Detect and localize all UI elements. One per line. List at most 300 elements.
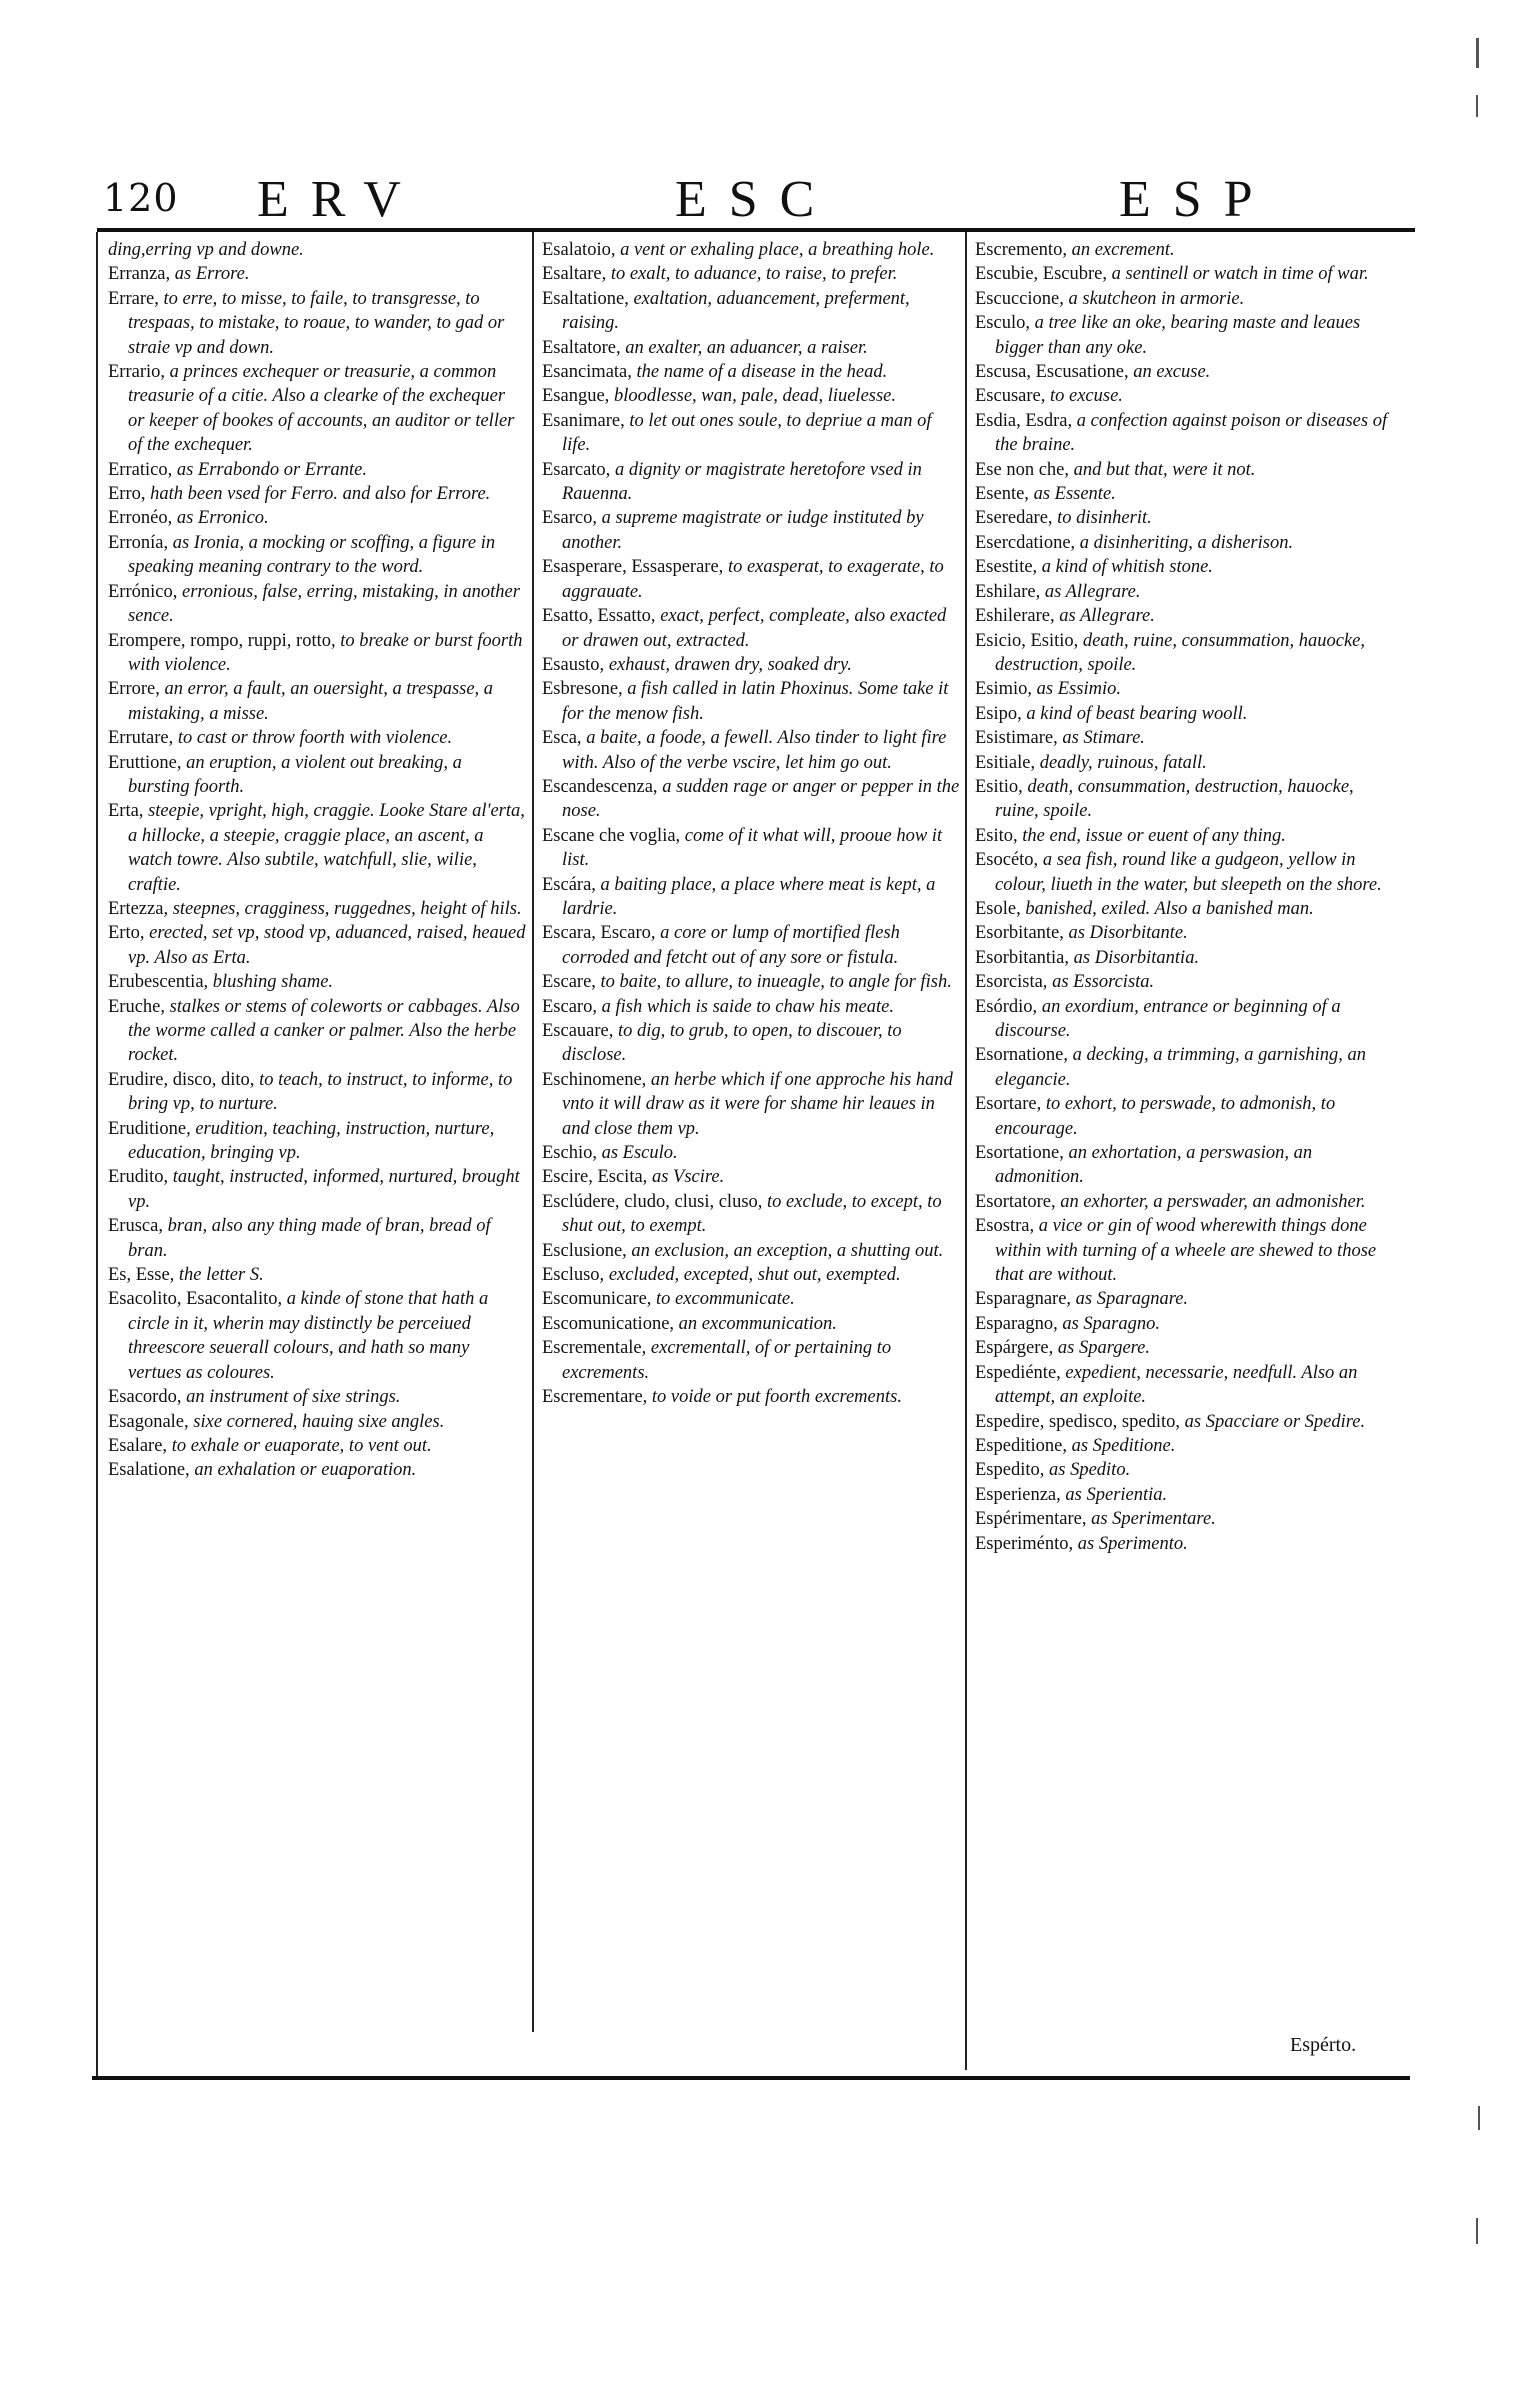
- entry-headword: Esortare,: [975, 1094, 1046, 1115]
- dictionary-entry: [975, 1287, 1400, 1311]
- dictionary-entry: [542, 604, 960, 653]
- entry-headword: Erronía,: [108, 532, 173, 553]
- dictionary-entry: [975, 604, 1400, 628]
- dictionary-entry: [542, 726, 960, 775]
- entry-headword: Espedire, spedisco, spedito,: [975, 1411, 1185, 1432]
- entry-definition: to exalt, to aduance, to raise, to prefer.: [610, 264, 898, 285]
- entry-headword: Escauare,: [542, 1021, 619, 1041]
- scan-speck: [1476, 95, 1478, 117]
- dictionary-entry: [542, 1312, 960, 1336]
- dictionary-entry: [975, 262, 1400, 286]
- entry-definition: as Speditione.: [1071, 1435, 1176, 1456]
- entry-headword: Espeditione,: [975, 1435, 1072, 1456]
- entry-headword: Esercdatione,: [975, 532, 1080, 553]
- entry-definition: as Spedito.: [1049, 1460, 1131, 1481]
- entry-headword: Esalare,: [108, 1435, 172, 1456]
- entry-headword: Escrementale,: [542, 1338, 651, 1359]
- entry-headword: Errario,: [108, 362, 170, 383]
- dictionary-entry: [975, 458, 1400, 482]
- entry-definition: a princes exchequer or treasurie, a common treasurie of a citie. Also a clearke of the exchequer or keeper of bookes of accounts, an auditor or teller of the exchequer.: [128, 362, 515, 456]
- dictionary-entry: [975, 946, 1400, 970]
- entry-headword: Esdia, Esdra,: [975, 410, 1077, 431]
- footer-rule: [92, 2076, 1410, 2080]
- dictionary-entry: [108, 506, 526, 530]
- entry-definition: exhaust, drawen dry, soaked dry.: [608, 654, 852, 675]
- dictionary-entry: [108, 970, 526, 994]
- entry-definition: an exhortation, a perswasion, an admonition.: [995, 1143, 1313, 1188]
- entry-definition: a core or lump of mortified flesh corroded and fetcht out of any sore or fistula.: [562, 923, 900, 968]
- entry-definition: an excuse.: [1133, 362, 1211, 383]
- entry-headword: Esclúdere, cludo, clusi, cluso,: [542, 1191, 768, 1212]
- dictionary-entry: [975, 360, 1400, 384]
- entry-headword: Esparagno,: [975, 1313, 1063, 1334]
- dictionary-entry: [975, 1214, 1400, 1287]
- dictionary-entry: [108, 1434, 526, 1458]
- dictionary-entry: [975, 409, 1400, 458]
- entry-headword: Eshilerare,: [975, 606, 1060, 627]
- entry-definition: to excuse.: [1050, 386, 1123, 407]
- entry-headword: Eruttione,: [108, 752, 187, 773]
- entry-definition: exaltation, aduancement, preferment, raising.: [562, 288, 910, 334]
- entry-definition: expedient, necessarie, needfull. Also an attempt, an exploite.: [995, 1362, 1358, 1408]
- entry-headword: Esausto,: [542, 654, 609, 675]
- running-header: [97, 168, 1415, 230]
- entry-headword: Escára,: [542, 874, 601, 895]
- entry-definition: to cast or throw foorth with violence.: [177, 728, 453, 749]
- entry-definition: a confection against poison or diseases of the braine.: [995, 410, 1388, 456]
- entry-definition: as Spacciare or Spedire.: [1184, 1411, 1366, 1432]
- dictionary-entry: [108, 360, 526, 458]
- dictionary-entry: [108, 238, 526, 262]
- dictionary-entry: [108, 580, 526, 629]
- dictionary-entry: [975, 1043, 1400, 1092]
- entry-definition: the end, issue or euent of any thing.: [1022, 825, 1286, 846]
- entry-definition: a dignity or magistrate heretofore vsed in Rauenna.: [562, 459, 922, 505]
- dictionary-entry: [975, 580, 1400, 604]
- dictionary-entry: [108, 995, 526, 1068]
- center-guide-word: ESC: [675, 171, 837, 228]
- left-margin-rule: [96, 232, 98, 2076]
- entry-definition: as Essente.: [1033, 484, 1116, 505]
- dictionary-column-3: [975, 238, 1400, 1556]
- entry-headword: Espediénte,: [975, 1362, 1066, 1383]
- entry-definition: to exhort, to perswade, to admonish, to encourage.: [995, 1094, 1336, 1139]
- entry-definition: as Sperientia.: [1065, 1484, 1168, 1505]
- entry-headword: Erto,: [108, 923, 150, 944]
- entry-definition: death, ruine, consummation, hauocke, destruction, spoile.: [995, 630, 1365, 675]
- dictionary-entry: [975, 775, 1400, 824]
- entry-definition: to exhale or euaporate, to vent out.: [171, 1435, 432, 1456]
- dictionary-entry: [975, 1092, 1400, 1141]
- entry-headword: Esórdio,: [975, 996, 1042, 1017]
- entry-definition: erudition, teaching, instruction, nurture, education, bringing vp.: [128, 1118, 495, 1164]
- entry-headword: Esacolito, Esacontalito,: [108, 1289, 287, 1310]
- dictionary-entry: [542, 336, 960, 360]
- entry-definition: a fish which is saide to chaw his meate.: [601, 996, 894, 1017]
- dictionary-entry: [108, 629, 526, 678]
- entry-definition: as Erronico.: [176, 508, 269, 529]
- entry-headword: Escusare,: [975, 386, 1050, 407]
- entry-definition: as Allegrare.: [1059, 606, 1155, 627]
- dictionary-entry: [542, 995, 960, 1019]
- entry-headword: Esarco,: [542, 508, 602, 529]
- entry-headword: Escane che voglia,: [542, 825, 685, 846]
- entry-definition: an exhorter, a perswader, an admonisher.: [1060, 1191, 1366, 1212]
- entry-definition: a sentinell or watch in time of war.: [1111, 264, 1369, 285]
- entry-headword: Errónico,: [108, 581, 182, 602]
- entry-headword: Esistimare,: [975, 728, 1063, 749]
- entry-definition: a kinde of stone that hath a circle in it, wherin may distinctly be perceiued threescore seuerall colours, and hath so many vertues as coloures.: [128, 1289, 489, 1383]
- entry-headword: Esca,: [542, 728, 587, 749]
- entry-headword: Errare,: [108, 288, 164, 309]
- entry-headword: Esorcista,: [975, 972, 1053, 993]
- entry-definition: deadly, ruinous, fatall.: [1039, 752, 1207, 773]
- entry-definition: as Essimio.: [1036, 679, 1121, 700]
- entry-definition: an exhalation or euaporation.: [194, 1460, 417, 1481]
- entry-definition: bloodlesse, wan, pale, dead, liuelesse.: [613, 386, 897, 407]
- dictionary-column-2: [542, 238, 960, 1410]
- entry-definition: to dig, to grub, to open, to discouer, to disclose.: [562, 1021, 902, 1066]
- entry-definition: a baite, a foode, a fewell. Also tinder to light fire with. Also of the verbe vscire, let him go out.: [562, 728, 947, 773]
- entry-definition: an instrument of sixe strings.: [186, 1387, 401, 1408]
- entry-definition: to voide or put foorth excrements.: [651, 1387, 902, 1408]
- entry-headword: Erronéo,: [108, 508, 177, 529]
- entry-definition: the name of a disease in the head.: [636, 362, 888, 383]
- entry-headword: Esperiménto,: [975, 1533, 1078, 1554]
- entry-definition: an eruption, a violent out breaking, a bursting foorth.: [128, 752, 462, 797]
- dictionary-entry: [542, 238, 960, 262]
- entry-headword: Erratico,: [108, 459, 177, 480]
- entry-definition: to breake or burst foorth with violence.: [128, 630, 523, 675]
- dictionary-entry: [108, 1068, 526, 1117]
- dictionary-entry: [975, 921, 1400, 945]
- dictionary-entry: [975, 1190, 1400, 1214]
- entry-definition: a vent or exhaling place, a breathing hole.: [620, 240, 935, 260]
- dictionary-entry: [108, 1287, 526, 1385]
- entry-definition: to disinherit.: [1057, 508, 1152, 529]
- dictionary-entry: [108, 1263, 526, 1287]
- entry-headword: Eshilare,: [975, 581, 1045, 602]
- entry-headword: Erusca,: [108, 1216, 168, 1237]
- dictionary-entry: [975, 287, 1400, 311]
- entry-definition: steepie, vpright, high, craggie. Looke Stare al'erta, a hillocke, a steepie, craggie place, an ascent, a watch towre. Also subtile, watchfull, slie, wilie, craftie.: [128, 801, 525, 895]
- dictionary-entry: [975, 1336, 1400, 1360]
- entry-headword: Esatto, Essatto,: [542, 606, 661, 627]
- dictionary-entry: [542, 287, 960, 336]
- entry-definition: ding,erring vp and downe.: [108, 240, 304, 260]
- entry-headword: Esperienza,: [975, 1484, 1066, 1505]
- dictionary-entry: [108, 1214, 526, 1263]
- dictionary-entry: [542, 458, 960, 507]
- entry-headword: Escare,: [542, 972, 601, 993]
- entry-headword: Eruditione,: [108, 1118, 196, 1139]
- entry-headword: Escara, Escaro,: [542, 923, 661, 944]
- dictionary-entry: [975, 995, 1400, 1044]
- dictionary-entry: [975, 824, 1400, 848]
- entry-headword: Esaltatione,: [542, 288, 634, 309]
- dictionary-entry: [975, 1458, 1400, 1482]
- dictionary-entry: [108, 677, 526, 726]
- dictionary-entry: [542, 506, 960, 555]
- entry-headword: Esitio,: [975, 776, 1028, 797]
- dictionary-entry: [108, 1165, 526, 1214]
- entry-headword: Espárgere,: [975, 1338, 1058, 1359]
- entry-definition: an exclusion, an exception, a shutting out.: [631, 1240, 944, 1261]
- dictionary-entry: [108, 726, 526, 750]
- dictionary-entry: [975, 1483, 1400, 1507]
- entry-headword: Eschio,: [542, 1143, 602, 1164]
- entry-definition: come of it what will, prooue how it list.: [562, 825, 943, 871]
- entry-definition: a sea fish, round like a gudgeon, yellow in colour, liueth in the water, but sleepeth on the shore.: [995, 850, 1382, 895]
- entry-definition: as Sperimento.: [1077, 1533, 1188, 1554]
- entry-headword: Esarcato,: [542, 459, 615, 480]
- entry-definition: to exasperat, to exagerate, to aggrauate.: [562, 557, 944, 602]
- entry-definition: as Vscire.: [651, 1167, 725, 1188]
- entry-headword: Esacordo,: [108, 1387, 187, 1408]
- entry-headword: Esagonale,: [108, 1411, 194, 1432]
- entry-definition: an error, a fault, an ouersight, a trespasse, a mistaking, a misse.: [128, 679, 494, 724]
- entry-headword: Esipo,: [975, 703, 1027, 724]
- dictionary-entry: [542, 1019, 960, 1068]
- entry-definition: as Allegrare.: [1044, 581, 1141, 602]
- entry-definition: exact, perfect, compleate, also exacted or drawen out, extracted.: [562, 606, 947, 651]
- entry-definition: a decking, a trimming, a garnishing, an elegancie.: [995, 1045, 1367, 1090]
- entry-definition: as Sparagnare.: [1075, 1289, 1189, 1310]
- entry-headword: Escire, Escita,: [542, 1167, 652, 1188]
- entry-definition: as Disorbitante.: [1068, 923, 1188, 944]
- entry-headword: Esasperare, Essasperare,: [542, 557, 728, 578]
- entry-headword: Esorbitantia,: [975, 947, 1074, 968]
- dictionary-entry: [108, 799, 526, 897]
- entry-definition: as Disorbitantia.: [1073, 947, 1200, 968]
- entry-definition: as Ironia, a mocking or scoffing, a figure in speaking meaning contrary to the word.: [128, 532, 496, 578]
- dictionary-entry: [975, 1361, 1400, 1410]
- entry-definition: stalkes or stems of coleworts or cabbages. Also the worme called a canker or palmer. Also the herbe rocket.: [128, 996, 520, 1066]
- entry-headword: Erudire, disco, dito,: [108, 1069, 260, 1090]
- entry-headword: Erubescentia,: [108, 972, 213, 993]
- entry-headword: Esicio, Esitio,: [975, 630, 1083, 651]
- dictionary-entry: [975, 1507, 1400, 1531]
- dictionary-entry: [108, 1458, 526, 1482]
- catchword: Espérto.: [1290, 2034, 1357, 2056]
- dictionary-entry: [542, 555, 960, 604]
- entry-definition: erronious, false, erring, mistaking, in another sence.: [128, 581, 520, 627]
- entry-headword: Escusa, Escusatione,: [975, 362, 1134, 383]
- dictionary-entry: [108, 897, 526, 921]
- entry-headword: Erudito,: [108, 1167, 173, 1188]
- page-number: 120: [103, 176, 179, 220]
- dictionary-entry: [108, 751, 526, 800]
- entry-headword: Escaro,: [542, 996, 602, 1017]
- dictionary-entry: [975, 1532, 1400, 1556]
- entry-definition: a kind of beast bearing wooll.: [1026, 703, 1248, 724]
- dictionary-entry: [542, 1190, 960, 1239]
- entry-headword: Es, Esse,: [108, 1265, 179, 1286]
- entry-headword: Esortatione,: [975, 1143, 1069, 1164]
- entry-headword: Esortatore,: [975, 1191, 1061, 1212]
- entry-definition: a kind of whitish stone.: [1041, 557, 1213, 578]
- dictionary-entry: [975, 238, 1400, 262]
- column-divider-2: [965, 232, 967, 2070]
- entry-headword: Escomunicatione,: [542, 1313, 679, 1334]
- entry-definition: a vice or gin of wood wherewith things done within with turning of a wheele are shewed to those that are without.: [995, 1216, 1377, 1286]
- dictionary-entry: [542, 970, 960, 994]
- entry-definition: hath been vsed for Ferro. and also for Errore.: [150, 484, 491, 505]
- scan-speck: [1476, 38, 1479, 68]
- entry-definition: a tree like an oke, bearing maste and leaues bigger than any oke.: [995, 313, 1361, 358]
- dictionary-entry: [542, 653, 960, 677]
- dictionary-entry: [975, 1410, 1400, 1434]
- entry-definition: to teach, to instruct, to informe, to bring vp, to nurture.: [128, 1069, 513, 1115]
- entry-headword: Esorbitante,: [975, 923, 1069, 944]
- entry-headword: Escuccione,: [975, 288, 1069, 309]
- entry-definition: bran, also any thing made of bran, bread of bran.: [128, 1216, 491, 1261]
- dictionary-entry: [108, 921, 526, 970]
- entry-definition: to erre, to misse, to faile, to transgresse, to trespaas, to mistake, to roaue, to wander, to gad or straie vp and down.: [128, 288, 505, 358]
- dictionary-entry: [975, 506, 1400, 530]
- dictionary-entry: [975, 702, 1400, 726]
- entry-headword: Eseredare,: [975, 508, 1058, 529]
- header-rule: [97, 228, 1415, 232]
- dictionary-entry: [542, 677, 960, 726]
- dictionary-entry: [542, 1287, 960, 1311]
- entry-definition: an exalter, an aduancer, a raiser.: [625, 337, 868, 358]
- entry-definition: an excrement.: [1071, 240, 1175, 260]
- entry-headword: Esostra,: [975, 1216, 1039, 1237]
- entry-definition: a supreme magistrate or iudge instituted by another.: [562, 508, 924, 553]
- entry-headword: Esancimata,: [542, 362, 637, 383]
- entry-headword: Espérimentare,: [975, 1509, 1092, 1530]
- entry-headword: Ertezza,: [108, 898, 173, 919]
- entry-headword: Escremento,: [975, 240, 1072, 260]
- dictionary-entry: [975, 311, 1400, 360]
- dictionary-entry: [975, 1312, 1400, 1336]
- dictionary-entry: [108, 287, 526, 360]
- entry-definition: blushing shame.: [212, 972, 334, 993]
- dictionary-entry: [542, 873, 960, 922]
- entry-definition: as Esculo.: [601, 1143, 678, 1164]
- dictionary-entry: [975, 1434, 1400, 1458]
- dictionary-entry: [542, 1068, 960, 1141]
- entry-headword: Esangue,: [542, 386, 614, 407]
- dictionary-entry: [542, 1336, 960, 1385]
- entry-headword: Escluso,: [542, 1265, 609, 1286]
- dictionary-entry: [975, 970, 1400, 994]
- entry-headword: Esocéto,: [975, 850, 1043, 871]
- dictionary-entry: [542, 921, 960, 970]
- entry-definition: steepnes, cragginess, ruggednes, height of hils.: [172, 898, 522, 919]
- entry-definition: and but that, were it not.: [1073, 459, 1256, 480]
- entry-definition: as Errore.: [174, 264, 250, 285]
- entry-definition: as Sperimentare.: [1091, 1509, 1216, 1530]
- dictionary-entry: [542, 775, 960, 824]
- entry-definition: an excommunication.: [678, 1313, 837, 1334]
- dictionary-entry: [542, 1141, 960, 1165]
- entry-headword: Esanimare,: [542, 410, 630, 431]
- entry-definition: sixe cornered, hauing sixe angles.: [193, 1411, 445, 1432]
- entry-headword: Escubie, Escubre,: [975, 264, 1112, 285]
- entry-headword: Errore,: [108, 679, 165, 700]
- right-guide-word: ESP: [1119, 171, 1275, 228]
- dictionary-entry: [542, 1385, 960, 1409]
- entry-definition: a skutcheon in armorie.: [1068, 288, 1245, 309]
- entry-headword: Esculo,: [975, 313, 1035, 334]
- entry-definition: a disinheriting, a disherison.: [1079, 532, 1294, 553]
- entry-definition: a fish called in latin Phoxinus. Some take it for the menow fish.: [562, 679, 949, 724]
- dictionary-entry: [542, 1263, 960, 1287]
- entry-headword: Esparagnare,: [975, 1289, 1076, 1310]
- entry-definition: banished, exiled. Also a banished man.: [1025, 898, 1314, 919]
- entry-headword: Espedito,: [975, 1460, 1049, 1481]
- dictionary-entry: [108, 531, 526, 580]
- dictionary-entry: [975, 677, 1400, 701]
- entry-definition: a baiting place, a place where meat is kept, a lardrie.: [562, 874, 936, 919]
- entry-headword: Esole,: [975, 898, 1026, 919]
- dictionary-entry: [542, 1165, 960, 1189]
- dictionary-entry: [975, 751, 1400, 775]
- dictionary-entry: [542, 824, 960, 873]
- entry-headword: Esbresone,: [542, 679, 628, 700]
- entry-definition: as Errabondo or Errante.: [176, 459, 367, 480]
- entry-definition: to let out ones soule, to depriue a man of life.: [562, 410, 932, 456]
- entry-headword: Errutare,: [108, 728, 178, 749]
- dictionary-entry: [542, 360, 960, 384]
- scan-speck: [1476, 2218, 1478, 2244]
- entry-headword: Esalatoio,: [542, 240, 621, 260]
- dictionary-entry: [975, 897, 1400, 921]
- dictionary-entry: [108, 458, 526, 482]
- entry-definition: as Essorcista.: [1052, 972, 1155, 993]
- dictionary-entry: [108, 262, 526, 286]
- entry-definition: a sudden rage or anger or pepper in the nose.: [562, 776, 960, 822]
- entry-headword: Esalatione,: [108, 1460, 195, 1481]
- dictionary-entry: [542, 384, 960, 408]
- dictionary-entry: [108, 1410, 526, 1434]
- entry-definition: death, consummation, destruction, hauocke, ruine, spoile.: [995, 776, 1354, 822]
- entry-headword: Erta,: [108, 801, 149, 822]
- dictionary-entry: [542, 262, 960, 286]
- entry-definition: as Sparagno.: [1062, 1313, 1160, 1334]
- entry-headword: Esclusione,: [542, 1240, 632, 1261]
- entry-definition: an exordium, entrance or beginning of a discourse.: [995, 996, 1341, 1041]
- dictionary-entry: [975, 848, 1400, 897]
- entry-headword: Ese non che,: [975, 459, 1074, 480]
- entry-headword: Esente,: [975, 484, 1034, 505]
- dictionary-entry: [975, 1141, 1400, 1190]
- entry-headword: Escandescenza,: [542, 776, 663, 797]
- dictionary-column-1: [108, 238, 526, 1483]
- dictionary-entry: [108, 1385, 526, 1409]
- entry-definition: the letter S.: [178, 1265, 264, 1286]
- entry-definition: taught, instructed, informed, nurtured, brought vp.: [128, 1167, 520, 1212]
- entry-definition: to exclude, to except, to shut out, to exempt.: [562, 1191, 942, 1237]
- entry-headword: Esito,: [975, 825, 1023, 846]
- entry-definition: to excommunicate.: [656, 1289, 795, 1310]
- scan-speck: [1478, 2106, 1480, 2130]
- entry-headword: Esaltatore,: [542, 337, 626, 358]
- column-divider-1: [532, 232, 534, 2032]
- dictionary-entry: [108, 482, 526, 506]
- dictionary-entry: [108, 1117, 526, 1166]
- entry-definition: erected, set vp, stood vp, aduanced, raised, heaued vp. Also as Erta.: [128, 923, 526, 968]
- entry-definition: excrementall, of or pertaining to excrements.: [562, 1338, 892, 1383]
- entry-headword: Esestite,: [975, 557, 1042, 578]
- dictionary-entry: [542, 1239, 960, 1263]
- entry-definition: as Spargere.: [1057, 1338, 1151, 1359]
- dictionary-entry: [542, 409, 960, 458]
- entry-headword: Esitiale,: [975, 752, 1040, 773]
- entry-headword: Eschinomene,: [542, 1069, 651, 1090]
